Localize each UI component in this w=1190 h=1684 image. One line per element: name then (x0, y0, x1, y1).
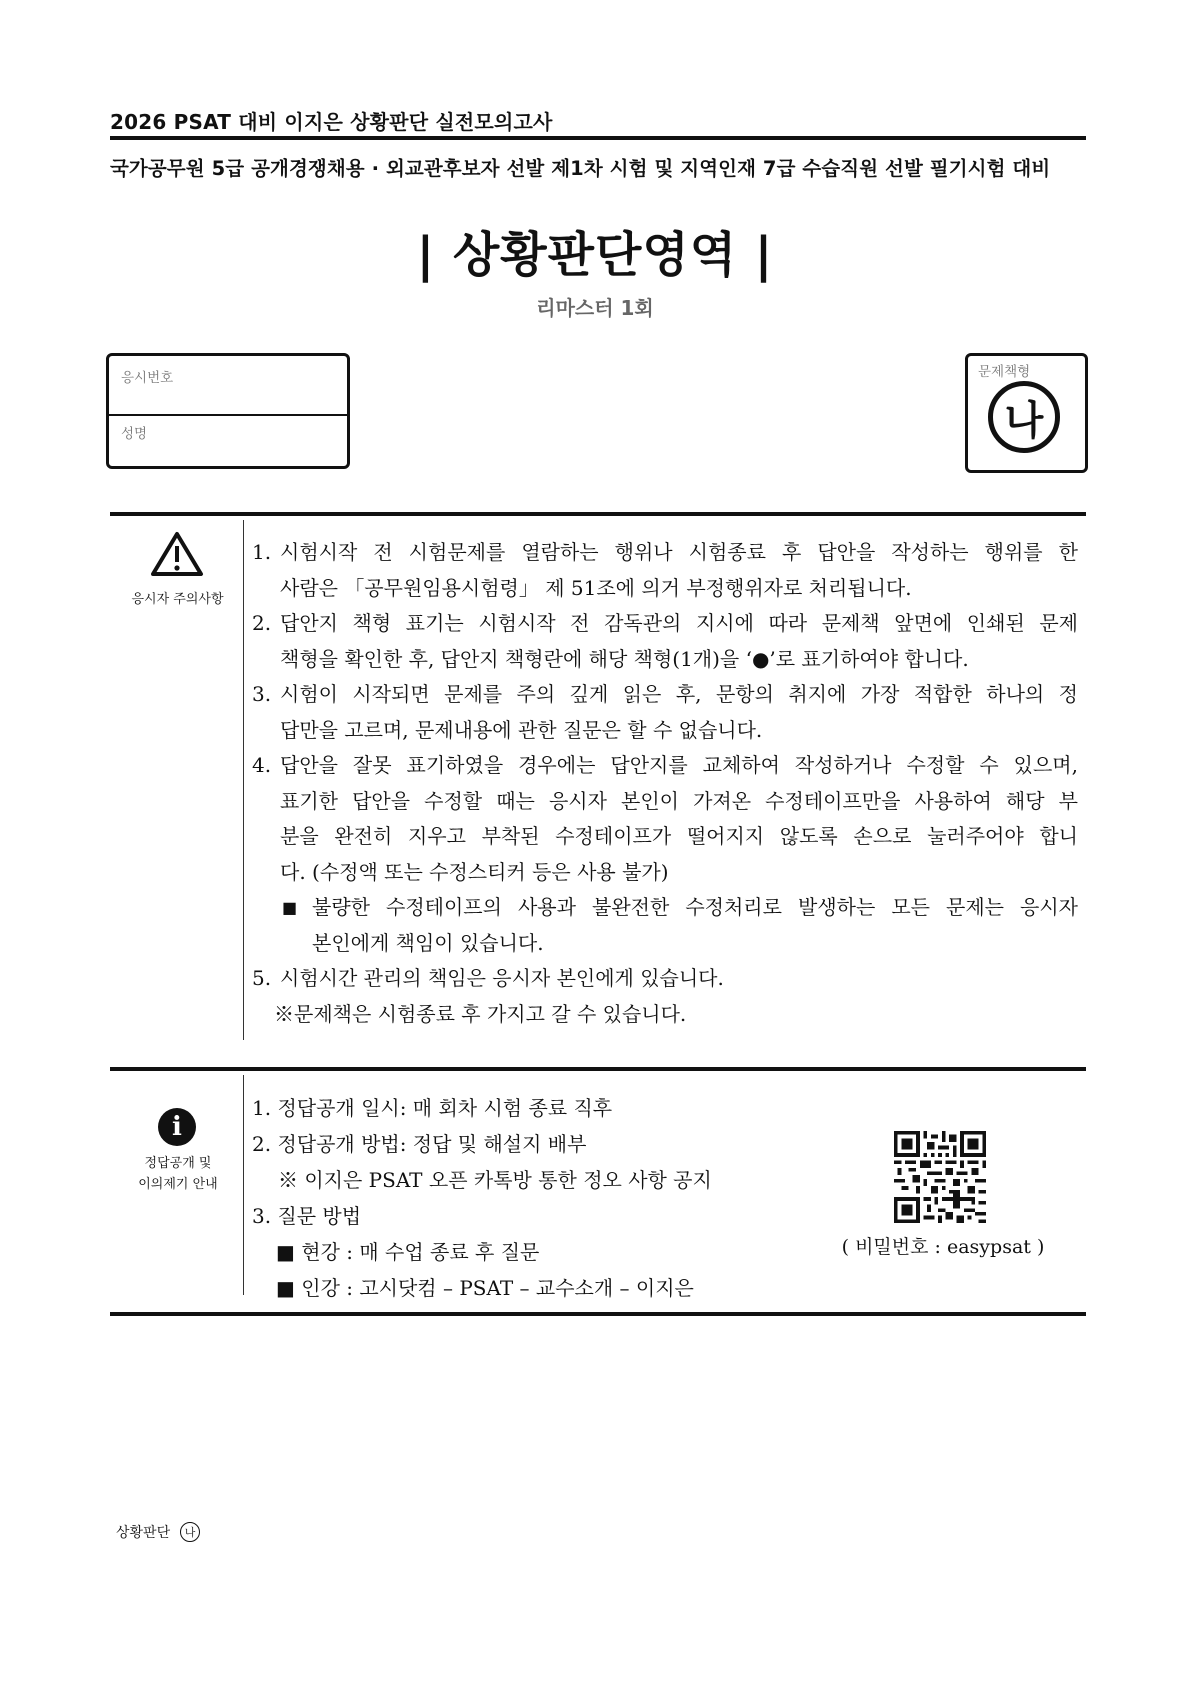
notice-list (252, 535, 1078, 1032)
info-divider (243, 1075, 244, 1295)
notice-top-rule (110, 512, 1086, 516)
notice-item: 2. 답안지 책형 표기는 시험시작 전 감독관의 지시에 따라 문제책 앞면에 인쇄된 문제 (252, 611, 1078, 635)
info-line: 3. 질문 방법 (252, 1204, 362, 1228)
info-bullet: ■ 인강 : 고시닷컴 – PSAT – 교수소개 – 이지은 (276, 1276, 694, 1300)
notice-item: 1. 시험시작 전 시험문제를 열람하는 행위나 시험종료 후 답안을 작성하는 행위를 한 (252, 540, 1078, 564)
name-label: 성명 (121, 426, 148, 442)
info-note: ※ 이지은 PSAT 오픈 카톡방 통한 정오 사항 공지 (278, 1168, 712, 1192)
series-title: 2026 PSAT 대비 이지은 상황판단 실전모의고사 (110, 110, 553, 134)
info-bottom-rule (110, 1312, 1086, 1316)
notice-sub-bullet: ■ 불량한 수정테이프의 사용과 불완전한 수정처리로 발생하는 모든 문제는 응시자 (282, 895, 1078, 919)
notice-item-continued: 다. (수정액 또는 수정스티커 등은 사용 불가) (280, 859, 669, 884)
footer-booklet-mark: 나 (180, 1522, 200, 1542)
qr-password: ( 비밀번호 : easypsat ) (841, 1236, 1045, 1258)
info-bullet: ■ 현강 : 매 수업 종료 후 질문 (276, 1240, 540, 1264)
candidate-box-divider (109, 414, 347, 416)
notice-item: 5. 시험시간 관리의 책임은 응시자 본인에게 있습니다. (252, 966, 724, 990)
booklet-type-label: 문제책형 (978, 364, 1031, 380)
booklet-type-box (965, 353, 1088, 473)
footer-section: 상황판단 (116, 1525, 171, 1541)
warning-triangle-icon (149, 530, 205, 582)
notice-item-continued: 사람은 「공무원임용시험령」 제 51조에 의거 부정행위자로 처리됩니다. (280, 575, 912, 600)
notice-caption: 응시자 주의사항 (131, 592, 224, 607)
notice-item: 3. 시험이 시작되면 문제를 주의 깊게 읽은 후, 문항의 취지에 가장 적합한 하나의 정 (252, 682, 1078, 706)
info-icon: i (158, 1108, 196, 1146)
info-list (252, 1090, 812, 1306)
header-rule (110, 136, 1086, 140)
notice-item-continued: 표기한 답안을 수정할 때는 응시자 본인이 가져온 수정테이프만을 사용하여 해당 부 (280, 788, 1078, 813)
section-title: | 상황판단영역 | (416, 227, 774, 283)
notice-item-continued: 분을 완전히 지우고 부착된 수정테이프가 떨어지지 않도록 손으로 눌러주어야 합니 (280, 824, 1078, 848)
page-footer (116, 1522, 200, 1542)
info-line: 2. 정답공개 방법: 정답 및 해설지 배부 (252, 1132, 587, 1156)
booklet-type-mark: 나 (988, 381, 1060, 453)
info-top-rule (110, 1067, 1086, 1071)
notice-item: 4. 답안을 잘못 표기하였을 경우에는 답안지를 교체하여 작성하거나 수정할 수 있으며, (252, 753, 1078, 777)
candidate-info-box (106, 353, 350, 469)
round-label: 리마스터 1회 (536, 296, 654, 320)
notice-item-continued: 책형을 확인한 후, 답안지 책형란에 해당 책형(1개)을 ‘●’로 표기하여야 합니다. (280, 646, 969, 671)
exam-subtitle: 국가공무원 5급 공개경쟁채용 · 외교관후보자 선발 제1차 시험 및 지역인재 7급 수습직원 선발 필기시험 대비 (110, 157, 1051, 180)
exam-number-label: 응시번호 (121, 370, 174, 386)
info-caption: 정답공개 및 이의제기 안내 (138, 1156, 218, 1192)
notice-item-continued: 답만을 고르며, 문제내용에 관한 질문은 할 수 없습니다. (280, 717, 763, 742)
notice-sub-bullet-continued: 본인에게 책임이 있습니다. (312, 930, 544, 955)
qr-code[interactable] (894, 1131, 986, 1223)
notice-note: ※문제책은 시험종료 후 가지고 갈 수 있습니다. (274, 1001, 687, 1026)
info-line: 1. 정답공개 일시: 매 회차 시험 종료 직후 (252, 1096, 613, 1120)
